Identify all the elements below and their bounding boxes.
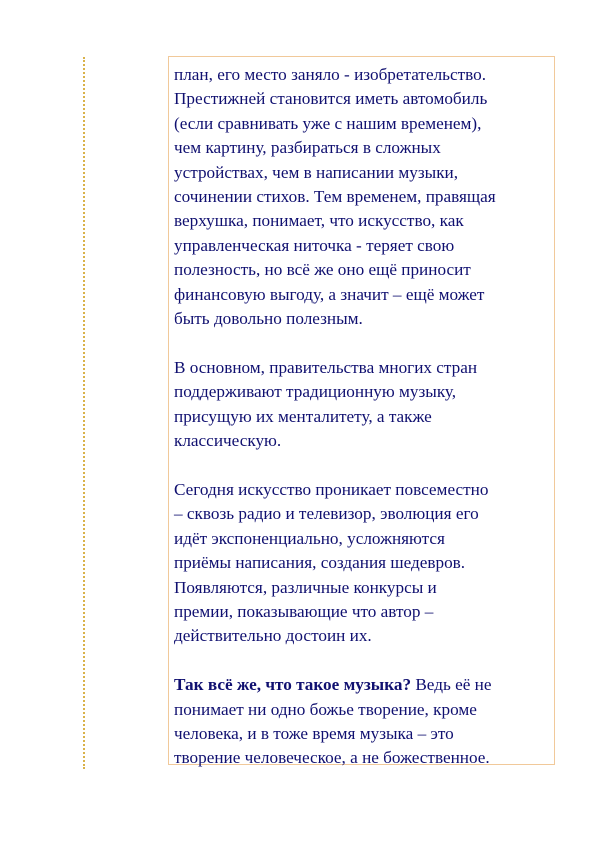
paragraph-1 [174,63,554,331]
text-line: полезность, но всё же оно ещё приносит [174,260,471,280]
paragraph-4 [174,673,554,771]
text-line: Престижней становится иметь автомобиль [174,89,488,109]
text-line: быть довольно полезным. [174,309,363,329]
text-line: Сегодня искусство проникает повсеместно [174,479,489,499]
paragraph-2 [174,356,554,454]
text-line: верхушка, понимает, что искусство, как [174,211,464,231]
paragraph-3 [174,478,554,649]
text-line: идёт экспоненциально, усложняются [174,528,445,548]
text-line: – сквозь радио и телевизор, эволюция его [174,504,479,524]
margin-rule [83,57,85,769]
text-line: план, его место заняло - изобретательство. [174,65,487,84]
text-line: устройствах, чем в написании музыки, [174,162,459,182]
text-line: (если сравнивать уже с нашим временем), [174,113,482,133]
text-line: управленческая ниточка - теряет свою [174,235,455,255]
text-line: творение человеческое, а не божественное. [174,748,490,768]
text-line: классическую. [174,431,282,451]
text-frame [168,56,555,768]
text-line: приёмы написания, создания шедевров. [174,553,466,573]
text-line: присущую их менталитету, а также [174,406,432,426]
text-line [174,673,554,697]
text-line: финансовую выгоду, а значит – ещё может [174,284,485,304]
text-line: понимает ни одно божье творение, кроме [174,699,477,719]
text-line: действительно достоин их. [174,626,372,646]
text-line: чем картину, разбираться в сложных [174,138,441,158]
text-line: поддерживают традиционную музыку, [174,382,457,402]
text-line: сочинении стихов. Тем временем, правящая [174,187,496,207]
question-heading: Так всё же, что такое музыка? [174,675,412,695]
text-line: Появляются, различные конкурсы и [174,577,437,597]
text-line: человека, и в тоже время музыка – это [174,723,454,743]
text-line: В основном, правительства многих стран [174,357,478,377]
text-run: Ведь её не [411,675,492,695]
text-line: премии, показывающие что автор – [174,601,434,621]
